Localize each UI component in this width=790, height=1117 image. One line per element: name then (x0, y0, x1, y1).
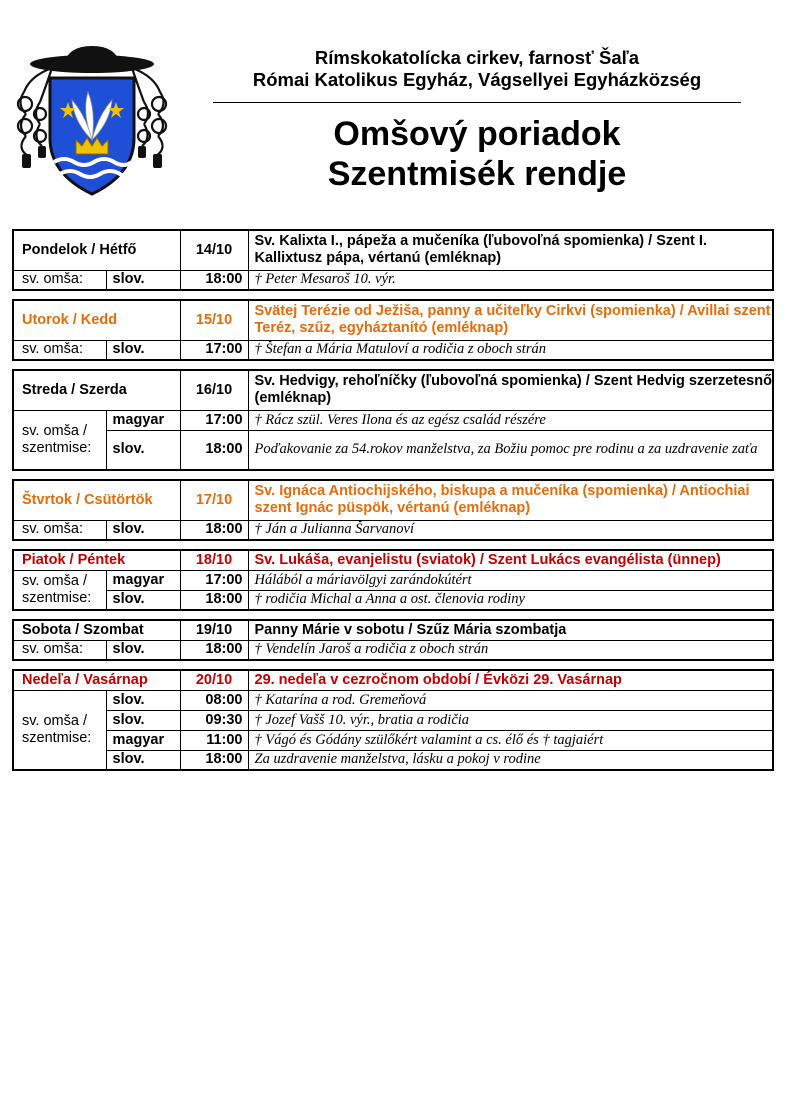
feast-name: Panny Márie v sobotu / Szűz Mária szombatja (248, 620, 773, 640)
mass-intention: † Vendelín Jaroš a rodičia z oboch strán (248, 640, 773, 660)
page-header (0, 0, 790, 220)
mass-row (13, 270, 773, 290)
day-name: Streda / Szerda (13, 370, 180, 410)
mass-row (13, 690, 773, 710)
mass-language: magyar (106, 410, 180, 430)
parish-coat-of-arms-icon (12, 42, 172, 202)
day-header-row (13, 370, 773, 410)
day-name: Nedeľa / Vasárnap (13, 670, 180, 690)
mass-intention: Poďakovanie za 54.rokov manželstva, za Božiu pomoc pre rodinu a za uzdravenie zaťa (248, 430, 773, 470)
mass-row (13, 520, 773, 540)
mass-type: sv. omša: (13, 640, 106, 660)
day-table-friday (12, 549, 774, 611)
mass-language: slov. (106, 520, 180, 540)
mass-language: slov. (106, 710, 180, 730)
mass-language: slov. (106, 690, 180, 710)
day-header-row (13, 300, 773, 340)
mass-time: 18:00 (180, 640, 248, 660)
mass-language: slov. (106, 640, 180, 660)
mass-row (13, 750, 773, 770)
day-date: 19/10 (180, 620, 248, 640)
mass-language: slov. (106, 270, 180, 290)
mass-row (13, 730, 773, 750)
day-date: 17/10 (180, 480, 248, 520)
day-header-row (13, 480, 773, 520)
mass-time: 11:00 (180, 730, 248, 750)
feast-name: 29. nedeľa v cezročnom období / Évközi 29. Vasárnap (248, 670, 773, 690)
mass-language: slov. (106, 430, 180, 470)
mass-row (13, 570, 773, 590)
mass-intention: † Vágó és Gódány szülőkért valamint a cs. élő és † tagjaiért (248, 730, 773, 750)
mass-time: 18:00 (180, 430, 248, 470)
mass-type: sv. omša / szentmise: (13, 690, 106, 770)
day-date: 18/10 (180, 550, 248, 570)
mass-intention: † Štefan a Mária Matuloví a rodičia z oboch strán (248, 340, 773, 360)
mass-type: sv. omša: (13, 340, 106, 360)
mass-time: 18:00 (180, 520, 248, 540)
day-name: Utorok / Kedd (13, 300, 180, 340)
mass-time: 09:30 (180, 710, 248, 730)
day-table-monday (12, 229, 774, 291)
mass-time: 08:00 (180, 690, 248, 710)
day-name: Piatok / Péntek (13, 550, 180, 570)
day-header-row (13, 230, 773, 270)
mass-time: 18:00 (180, 750, 248, 770)
mass-time: 17:00 (180, 570, 248, 590)
parish-name-slovak: Rímskokatolícka cirkev, farnosť Šaľa (314, 47, 640, 68)
day-name: Sobota / Szombat (13, 620, 180, 640)
mass-intention: Hálából a máriavölgyi zarándokútért (248, 570, 773, 590)
page-title (212, 114, 742, 194)
title-hungarian: Szentmisék rendje (327, 155, 627, 193)
mass-row (13, 640, 773, 660)
mass-row (13, 430, 773, 470)
mass-type: sv. omša: (13, 520, 106, 540)
day-name: Pondelok / Hétfő (13, 230, 180, 270)
parish-name-hungarian: Római Katolikus Egyház, Vágsellyei Egyházközség (252, 69, 702, 90)
mass-row (13, 340, 773, 360)
day-date: 20/10 (180, 670, 248, 690)
mass-language: slov. (106, 590, 180, 610)
mass-time: 17:00 (180, 410, 248, 430)
feast-name: Svätej Terézie od Ježiša, panny a učiteľky Cirkvi (spomienka) / Avillai szent Teréz, szűz, egyháztanító (emléknap) (248, 300, 773, 340)
mass-language: magyar (106, 730, 180, 750)
mass-type: sv. omša / szentmise: (13, 570, 106, 610)
feast-name: Sv. Ignáca Antiochijského, biskupa a mučeníka (spomienka) / Antiochiai szent Ignác püspök, vértanú (emléknap) (248, 480, 773, 520)
day-table-thursday (12, 479, 774, 541)
mass-type: sv. omša / szentmise: (13, 410, 106, 470)
day-date: 14/10 (180, 230, 248, 270)
mass-row (13, 590, 773, 610)
mass-row (13, 710, 773, 730)
header-divider (213, 102, 741, 103)
mass-time: 18:00 (180, 270, 248, 290)
mass-time: 18:00 (180, 590, 248, 610)
feast-name: Sv. Hedvigy, rehoľníčky (ľubovoľná spomienka) / Szent Hedvig szerzetesnő (emléknap) (248, 370, 773, 410)
mass-intention: † Peter Mesaroš 10. výr. (248, 270, 773, 290)
mass-intention: † rodičia Michal a Anna a ost. členovia rodiny (248, 590, 773, 610)
mass-language: slov. (106, 340, 180, 360)
day-table-tuesday (12, 299, 774, 361)
title-slovak: Omšový poriadok (333, 115, 621, 153)
mass-intention: † Jozef Vašš 10. výr., bratia a rodičia (248, 710, 773, 730)
mass-row (13, 410, 773, 430)
mass-intention: † Katarína a rod. Gremeňová (248, 690, 773, 710)
mass-time: 17:00 (180, 340, 248, 360)
day-header-row (13, 550, 773, 570)
mass-intention: † Rácz szül. Veres Ilona és az egész család részére (248, 410, 773, 430)
mass-language: magyar (106, 570, 180, 590)
feast-name: Sv. Lukáša, evanjelistu (sviatok) / Szent Lukács evangélista (ünnep) (248, 550, 773, 570)
day-table-saturday (12, 619, 774, 661)
day-table-sunday (12, 669, 774, 771)
day-date: 16/10 (180, 370, 248, 410)
feast-name: Sv. Kalixta I., pápeža a mučeníka (ľubovoľná spomienka) / Szent I. Kallixtusz pápa, vértanú (emléknap) (248, 230, 773, 270)
parish-name (212, 47, 742, 91)
day-date: 15/10 (180, 300, 248, 340)
day-name: Štvrtok / Csütörtök (13, 480, 180, 520)
day-table-wednesday (12, 369, 774, 471)
mass-type: sv. omša: (13, 270, 106, 290)
mass-intention: † Ján a Julianna Šarvanoví (248, 520, 773, 540)
mass-language: slov. (106, 750, 180, 770)
mass-intention: Za uzdravenie manželstva, lásku a pokoj v rodine (248, 750, 773, 770)
day-header-row (13, 620, 773, 640)
day-header-row (13, 670, 773, 690)
